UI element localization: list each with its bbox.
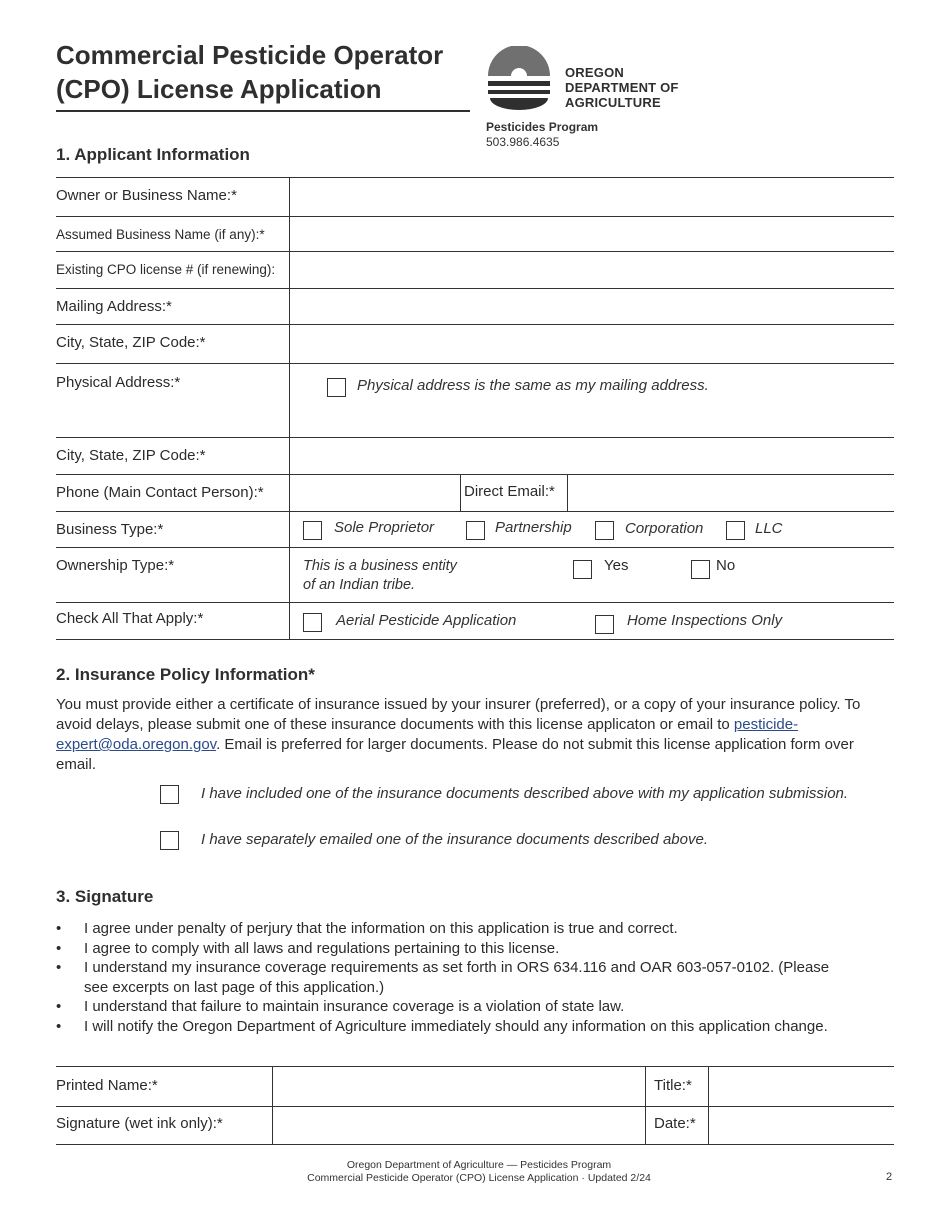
city-state-zip-row-1 [56,325,894,364]
section-3-title: 3. Signature [56,887,154,906]
agreement-list [56,919,886,1036]
corporation-label: Corporation [625,520,704,537]
title-divider [56,110,470,112]
footer-line-1: Oregon Department of Agriculture — Pesticides Program [346,1159,612,1171]
city-state-zip-label-1: City, State, ZIP Code:* [56,325,290,363]
assumed-name-field[interactable] [290,217,894,251]
business-type-label: Business Type:* [56,512,290,547]
org-line-1: OREGON [565,65,624,80]
llc-checkbox[interactable] [726,521,745,540]
printed-name-row [56,1067,894,1107]
date-label: Date:* [645,1107,709,1144]
oda-logo-icon [486,46,552,110]
ownership-description-line-2: of an Indian tribe. [303,577,416,593]
page-footer [0,1159,950,1185]
phone-field[interactable] [290,475,460,511]
signature-field[interactable] [273,1107,645,1144]
existing-license-field[interactable] [290,252,894,288]
tribe-no-checkbox[interactable] [691,560,710,579]
check-all-label: Check All That Apply:* [56,603,290,639]
corporation-checkbox[interactable] [595,521,614,540]
llc-label: LLC [755,520,783,537]
ownership-type-label: Ownership Type:* [56,548,290,602]
ownership-description-line-1: This is a business entity [303,558,457,574]
org-name [565,65,679,110]
existing-license-row [56,252,894,289]
sole-proprietor-checkbox[interactable] [303,521,322,540]
title-line-2: (CPO) License Application [56,74,382,104]
tribe-yes-label: Yes [604,557,629,574]
date-field[interactable] [709,1107,894,1144]
check-all-options [290,603,894,639]
assumed-name-row [56,217,894,252]
business-type-options [290,512,894,547]
insurance-included-label: I have included one of the insurance documents described above with my application submission. [201,785,849,802]
agreement-item: • I understand my insurance coverage requirements as set forth in ORS 634.116 and OAR 603-057-0102. (Please see excerpts on last page of this application.) [56,958,886,997]
email-field[interactable] [568,475,894,511]
title-field[interactable] [709,1067,894,1106]
page-title [56,38,470,106]
agreement-item: • I agree to comply with all laws and regulations pertaining to this license. [56,939,886,959]
tribe-no-label: No [716,557,736,574]
aerial-application-checkbox[interactable] [303,613,322,632]
owner-row [56,178,894,217]
physical-address-field[interactable] [290,364,894,437]
existing-license-label: Existing CPO license # (if renewing): [56,252,290,288]
sole-proprietor-label: Sole Proprietor [334,519,435,536]
tribe-yes-checkbox[interactable] [573,560,592,579]
phone-email-values [290,475,894,511]
physical-address-label: Physical Address:* [56,364,290,437]
city-state-zip-field-1[interactable] [290,325,894,363]
signature-row [56,1107,894,1145]
printed-name-field[interactable] [273,1067,645,1106]
insurance-paragraph [56,695,886,775]
city-state-zip-field-2[interactable] [290,438,894,474]
insurance-included-checkbox[interactable] [160,785,179,804]
mailing-address-row [56,289,894,325]
agreement-item: • I understand that failure to maintain insurance coverage is a violation of state law. [56,997,886,1017]
title-label: Title:* [645,1067,709,1106]
aerial-application-label: Aerial Pesticide Application [336,612,517,629]
same-address-checkbox[interactable] [327,378,346,397]
org-line-2: DEPARTMENT OF [565,80,679,95]
page-number: 2 [886,1171,893,1183]
program-phone: 503.986.4635 [486,135,560,149]
applicant-info-form [56,177,894,640]
phone-label: Phone (Main Contact Person):* [56,475,290,511]
title-line-1: Commercial Pesticide Operator [56,40,444,70]
insurance-emailed-label: I have separately emailed one of the insurance documents described above. [201,831,708,848]
city-state-zip-label-2: City, State, ZIP Code:* [56,438,290,474]
agreement-item: • I will notify the Oregon Department of Agriculture immediately should any information on this application change. [56,1017,886,1037]
mailing-address-label: Mailing Address:* [56,289,290,324]
program-name: Pesticides Program [486,120,599,134]
check-all-row [56,603,894,640]
assumed-name-label: Assumed Business Name (if any):* [56,217,290,251]
org-line-3: AGRICULTURE [565,95,661,110]
ownership-type-options [290,548,894,602]
partnership-label: Partnership [495,519,572,536]
city-state-zip-row-2 [56,438,894,475]
insurance-emailed-checkbox[interactable] [160,831,179,850]
owner-label: Owner or Business Name:* [56,178,290,216]
mailing-address-field[interactable] [290,289,894,324]
same-address-option-label: Physical address is the same as my mailing address. [357,377,709,394]
home-inspections-checkbox[interactable] [595,615,614,634]
section-2-title: 2. Insurance Policy Information* [56,665,315,684]
signature-label: Signature (wet ink only):* [56,1107,273,1144]
agreement-item: • I agree under penalty of perjury that the information on this application is true and correct. [56,919,886,939]
insurance-text-2: . Email is preferred for larger documents. Please do not submit this license application form over email. [56,736,854,773]
oda-logo [486,46,696,110]
home-inspections-label: Home Inspections Only [627,612,783,629]
owner-field[interactable] [290,178,894,216]
printed-name-label: Printed Name:* [56,1067,273,1106]
signature-table [56,1066,894,1145]
insurance-email-link[interactable]: pesticide-expert@oda.oregon.gov [56,716,799,753]
email-label: Direct Email:* [460,475,568,511]
ownership-type-row [56,548,894,603]
physical-address-row [56,364,894,438]
insurance-text-1: You must provide either a certificate of insurance issued by your insurer (preferred), or a copy of your insurance policy. To avoid delays, please submit one of these insurance documents with this license applicaton or email to [56,696,861,733]
section-1-title: 1. Applicant Information [56,145,250,164]
phone-email-row [56,475,894,512]
program-info [486,120,598,150]
footer-line-2: Commercial Pesticide Operator (CPO) License Application · Updated 2/24 [307,1172,651,1184]
ownership-description [303,557,457,595]
partnership-checkbox[interactable] [466,521,485,540]
business-type-row [56,512,894,548]
